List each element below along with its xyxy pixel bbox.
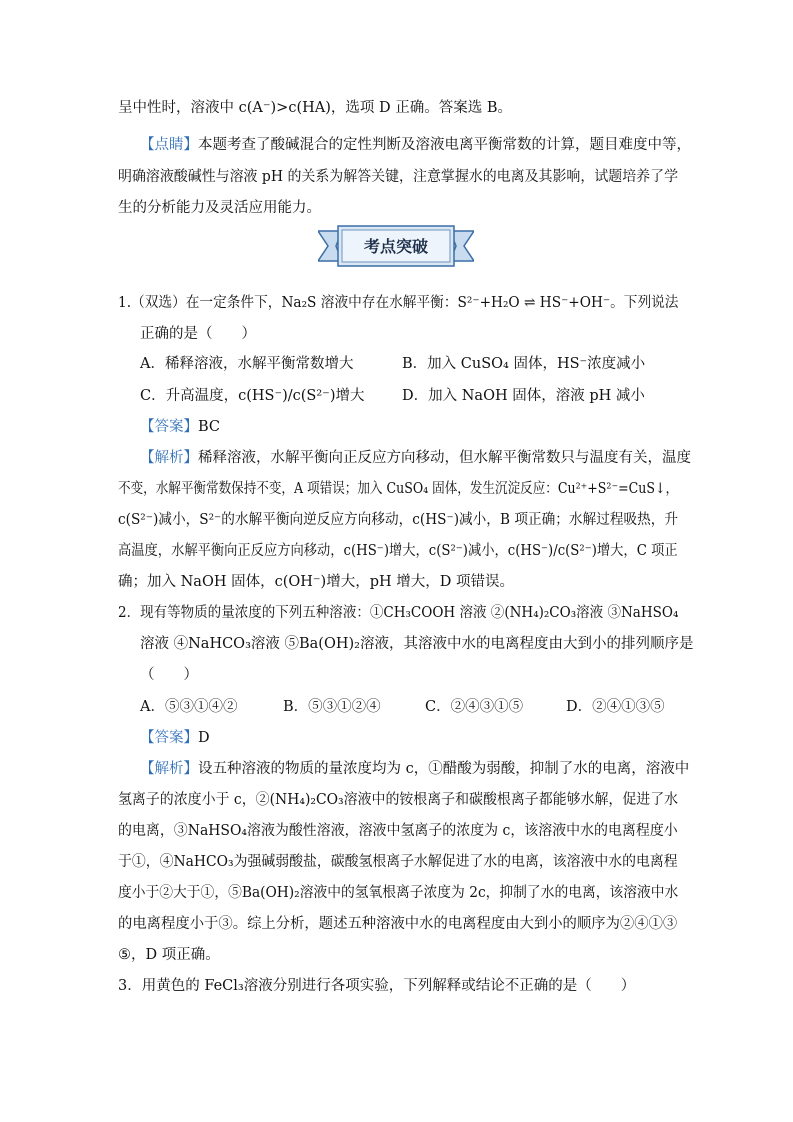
q1-analysis-5: 确；加入 NaOH 固体，c(OH⁻)增大，pH 增大，D 项错误。 bbox=[118, 574, 514, 590]
q1-analysis-4: 高温度，水解平衡向正反应方向移动，c(HS⁻)增大，c(S²⁻)减小，c(HS⁻)/c(S²⁻)增大，C 项正 bbox=[118, 543, 678, 559]
answer-tag: 【答案】 bbox=[140, 730, 198, 746]
q2-analysis-6: 的电离程度小于③。综上分析，题述五种溶液中水的电离程度由大到小的顺序为②④①③ bbox=[118, 916, 678, 932]
q3-stem-1: 3．用黄色的 FeCl₃溶液分别进行各项实验，下列解释或结论不正确的是（ ） bbox=[118, 978, 636, 994]
q2-option-c: C．②④③①⑤ bbox=[425, 699, 524, 715]
q2-stem-2: 溶液 ④NaHCO₃溶液 ⑤Ba(OH)₂溶液，其溶液中水的电离程度由大到小的排列顺序是 bbox=[140, 636, 694, 652]
q1-option-d: D．加入 NaOH 固体，溶液 pH 减小 bbox=[402, 388, 645, 404]
answer-tag: 【答案】 bbox=[140, 419, 198, 435]
q1-option-b: B．加入 CuSO₄ 固体，HS⁻浓度减小 bbox=[402, 356, 646, 372]
q2-option-d: D．②④①③⑤ bbox=[566, 699, 665, 715]
q1-option-c: C．升高温度，c(HS⁻)/c(S²⁻)增大 bbox=[140, 388, 365, 404]
q1-analysis-1: 【解析】稀释溶液，水解平衡向正反应方向移动，但水解平衡常数只与温度有关，温度 bbox=[140, 450, 691, 466]
q1-stem-2: 正确的是（ ） bbox=[140, 326, 256, 342]
q2-analysis-1: 【解析】设五种溶液的物质的量浓度均为 c，①醋酸为弱酸，抑制了水的电离，溶液中 bbox=[140, 761, 690, 777]
tip-line-2: 明确溶液酸碱性与溶液 pH 的关系为解答关键，注意掌握水的电离及其影响，试题培养了学 bbox=[118, 169, 679, 185]
q1-analysis-3: c(S²⁻)减小，S²⁻的水解平衡向逆反应方向移动，c(HS⁻)减小，B 项正确；水解过程吸热，升 bbox=[118, 512, 679, 528]
analysis-tag: 【解析】 bbox=[140, 761, 198, 777]
q2-analysis-5: 度小于②大于①，⑤Ba(OH)₂溶液中的氢氧根离子浓度为 2c，抑制了水的电离，该溶液中水 bbox=[118, 885, 679, 901]
tip-line-3: 生的分析能力及灵活应用能力。 bbox=[118, 200, 321, 216]
q1-stem-1: 1.（双选）在一定条件下，Na₂S 溶液中存在水解平衡：S²⁻+H₂O ⇌ HS⁻+OH⁻。下列说法 bbox=[118, 295, 679, 311]
q2-analysis-7: ⑤，D 项正确。 bbox=[118, 947, 220, 963]
tip-tag: 【点睛】 bbox=[140, 137, 198, 153]
section-banner bbox=[318, 223, 474, 269]
q2-answer: 【答案】D bbox=[140, 730, 210, 746]
q1-answer: 【答案】BC bbox=[140, 419, 221, 435]
banner-title: 考点突破 bbox=[363, 237, 429, 256]
analysis-tag: 【解析】 bbox=[140, 450, 198, 466]
q2-analysis-2: 氢离子的浓度小于 c，②(NH₄)₂CO₃溶液中的铵根离子和碳酸根离子都能够水解，促进了水 bbox=[118, 792, 679, 808]
q2-option-a: A．⑤③①④② bbox=[140, 699, 238, 715]
paragraph-line: 呈中性时，溶液中 c(A⁻)>c(HA)，选项 D 正确。答案选 B。 bbox=[118, 100, 512, 116]
q2-option-b: B．⑤③①②④ bbox=[283, 699, 381, 715]
q1-option-a: A．稀释溶液，水解平衡常数增大 bbox=[140, 356, 354, 372]
q1-analysis-2: 不变，水解平衡常数保持不变，A 项错误；加入 CuSO₄ 固体，发生沉淀反应：Cu²⁺+S²⁻=CuS↓， bbox=[118, 481, 679, 497]
q2-analysis-4: 于①，④NaHCO₃为强碱弱酸盐，碳酸氢根离子水解促进了水的电离，该溶液中水的电离程 bbox=[118, 854, 678, 870]
tip-line-1: 【点睛】本题考查了酸碱混合的定性判断及溶液电离平衡常数的计算，题目难度中等， bbox=[140, 137, 691, 153]
q2-stem-1: 2．现有等物质的量浓度的下列五种溶液：①CH₃COOH 溶液 ②(NH₄)₂CO₃溶液 ③NaHSO₄ bbox=[118, 605, 679, 621]
q2-stem-3: （ ） bbox=[140, 667, 198, 683]
q2-analysis-3: 的电离，③NaHSO₄溶液为酸性溶液，溶液中氢离子的浓度为 c，该溶液中水的电离程度小 bbox=[118, 823, 678, 839]
